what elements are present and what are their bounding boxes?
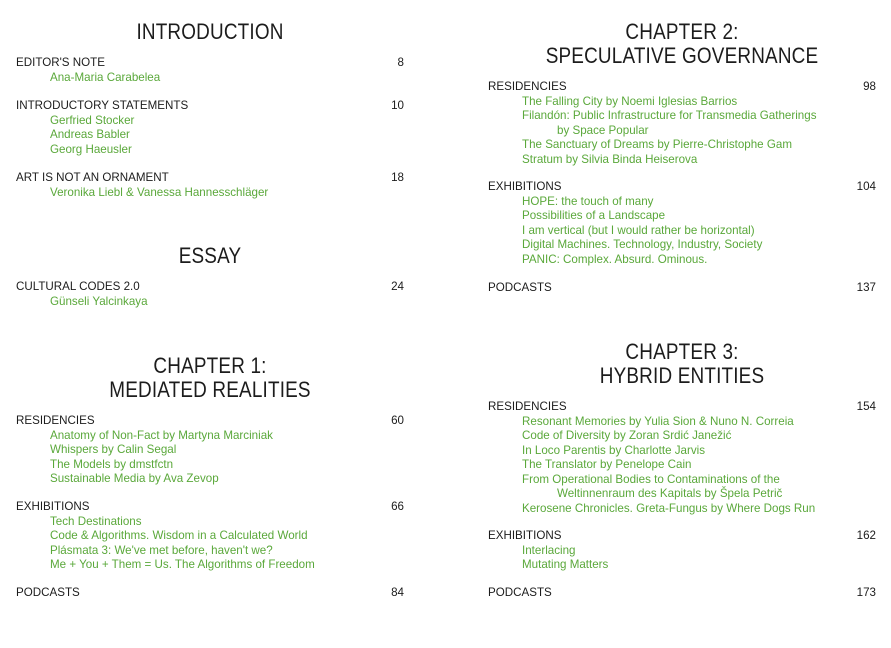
toc-label: EXHIBITIONS xyxy=(16,500,90,513)
toc-label: EDITOR'S NOTE xyxy=(16,56,105,69)
chapter3-podcasts-entry xyxy=(488,586,876,601)
toc-item: Filandón: Public Infrastructure for Transmedia Gatherings xyxy=(522,109,817,122)
page-number: 162 xyxy=(856,529,876,542)
chapter1-podcasts-entry xyxy=(16,586,404,601)
toc-item: by Space Popular xyxy=(557,123,649,137)
toc-item: From Operational Bodies to Contaminations of the xyxy=(522,472,780,486)
chapter3-residencies-entry xyxy=(488,400,876,516)
toc-item: Ana-Maria Carabelea xyxy=(50,70,161,84)
toc-item: Code of Diversity by Zoran Srdić Janežić xyxy=(522,429,732,442)
page-number: 173 xyxy=(856,586,876,599)
chapter2-exhibitions-entry xyxy=(488,180,876,267)
chapter1-heading-line1: CHAPTER 1: xyxy=(153,353,267,378)
chapter2-podcasts-entry xyxy=(488,281,876,296)
toc-label: INTRODUCTORY STATEMENTS xyxy=(16,99,189,112)
chapter2-heading-line1: CHAPTER 2: xyxy=(625,19,739,44)
toc-item: Andreas Babler xyxy=(50,128,130,141)
toc-label: PODCASTS xyxy=(488,281,552,294)
page-number: 98 xyxy=(863,80,876,93)
toc-item: The Translator by Penelope Cain xyxy=(522,458,692,471)
toc-item: Tech Destinations xyxy=(50,514,142,528)
chapter3-exhibitions-entry xyxy=(488,529,876,573)
page-number: 10 xyxy=(391,99,404,112)
toc-label: RESIDENCIES xyxy=(488,400,567,413)
toc-item: Günseli Yalcinkaya xyxy=(50,294,148,308)
toc-item: PANIC: Complex. Absurd. Ominous. xyxy=(522,252,708,266)
essay-heading: ESSAY xyxy=(178,243,242,268)
chapter2-residencies-entry xyxy=(488,80,876,167)
toc-label: EXHIBITIONS xyxy=(488,529,562,542)
chapter1-residencies-entry xyxy=(16,414,404,487)
toc-item: Me + You + Them = Us. The Algorithms of Freedom xyxy=(50,558,315,571)
page-number: 137 xyxy=(856,281,876,294)
toc-item: The Falling City by Noemi Iglesias Barrios xyxy=(522,94,738,108)
chapter3-heading-line2: HYBRID ENTITIES xyxy=(599,363,765,388)
toc-item: Possibilities of a Landscape xyxy=(522,209,666,222)
page-number: 60 xyxy=(391,414,404,427)
toc-label: CULTURAL CODES 2.0 xyxy=(16,280,140,293)
page-number: 84 xyxy=(391,586,404,599)
toc-item: HOPE: the touch of many xyxy=(522,194,654,208)
chapter2-heading-line2: SPECULATIVE GOVERNANCE xyxy=(545,43,819,68)
chapter1-exhibitions-entry xyxy=(16,500,404,573)
toc-item: Kerosene Chronicles. Greta-Fungus by Where Dogs Run xyxy=(522,501,816,515)
toc-item: Digital Machines. Technology, Industry, Society xyxy=(522,238,763,251)
page-number: 104 xyxy=(856,180,876,193)
toc-label: RESIDENCIES xyxy=(488,80,567,93)
toc-item: Plásmata 3: We've met before, haven't we? xyxy=(50,543,273,557)
page-number: 8 xyxy=(397,56,404,69)
toc-item: Sustainable Media by Ava Zevop xyxy=(50,472,219,485)
chapter1-heading-line2: MEDIATED REALITIES xyxy=(109,377,311,402)
toc-item: Stratum by Silvia Binda Heiserova xyxy=(522,152,698,166)
toc-item: Weltinnenraum des Kapitals by Špela Petrič xyxy=(557,487,783,500)
art-not-ornament-entry xyxy=(16,171,404,200)
toc-item: Veronika Liebl & Vanessa Hannesschläger xyxy=(50,185,269,199)
toc-item: The Models by dmstfctn xyxy=(50,457,174,471)
page-number: 24 xyxy=(391,280,404,293)
toc-item: I am vertical (but I would rather be horizontal) xyxy=(522,223,755,237)
editors-note-entry xyxy=(16,56,404,85)
toc-item: Resonant Memories by Yulia Sion & Nuno N. Correia xyxy=(522,414,794,428)
toc-item: Mutating Matters xyxy=(522,558,609,571)
page-number: 66 xyxy=(391,500,404,513)
toc-label: ART IS NOT AN ORNAMENT xyxy=(16,171,169,184)
toc-label: PODCASTS xyxy=(488,586,552,599)
chapter3-heading-line1: CHAPTER 3: xyxy=(625,339,739,364)
toc-item: Georg Haeusler xyxy=(50,142,132,156)
cultural-codes-entry xyxy=(16,280,404,309)
introductory-statements-entry xyxy=(16,99,404,157)
toc-item: Interlacing xyxy=(522,543,576,557)
toc-label: EXHIBITIONS xyxy=(488,180,562,193)
toc-item: Anatomy of Non-Fact by Martyna Marciniak xyxy=(50,428,273,442)
toc-label: RESIDENCIES xyxy=(16,414,95,427)
page-number: 18 xyxy=(391,171,404,184)
page-number: 154 xyxy=(856,400,876,413)
toc-item: Code & Algorithms. Wisdom in a Calculated World xyxy=(50,529,308,542)
toc-label: PODCASTS xyxy=(16,586,80,599)
toc-item: Whispers by Calin Segal xyxy=(50,443,177,456)
toc-item: Gerfried Stocker xyxy=(50,113,135,127)
toc-item: The Sanctuary of Dreams by Pierre-Christophe Gam xyxy=(522,138,792,151)
introduction-heading: INTRODUCTION xyxy=(136,19,284,44)
toc-item: In Loco Parentis by Charlotte Jarvis xyxy=(522,443,706,457)
